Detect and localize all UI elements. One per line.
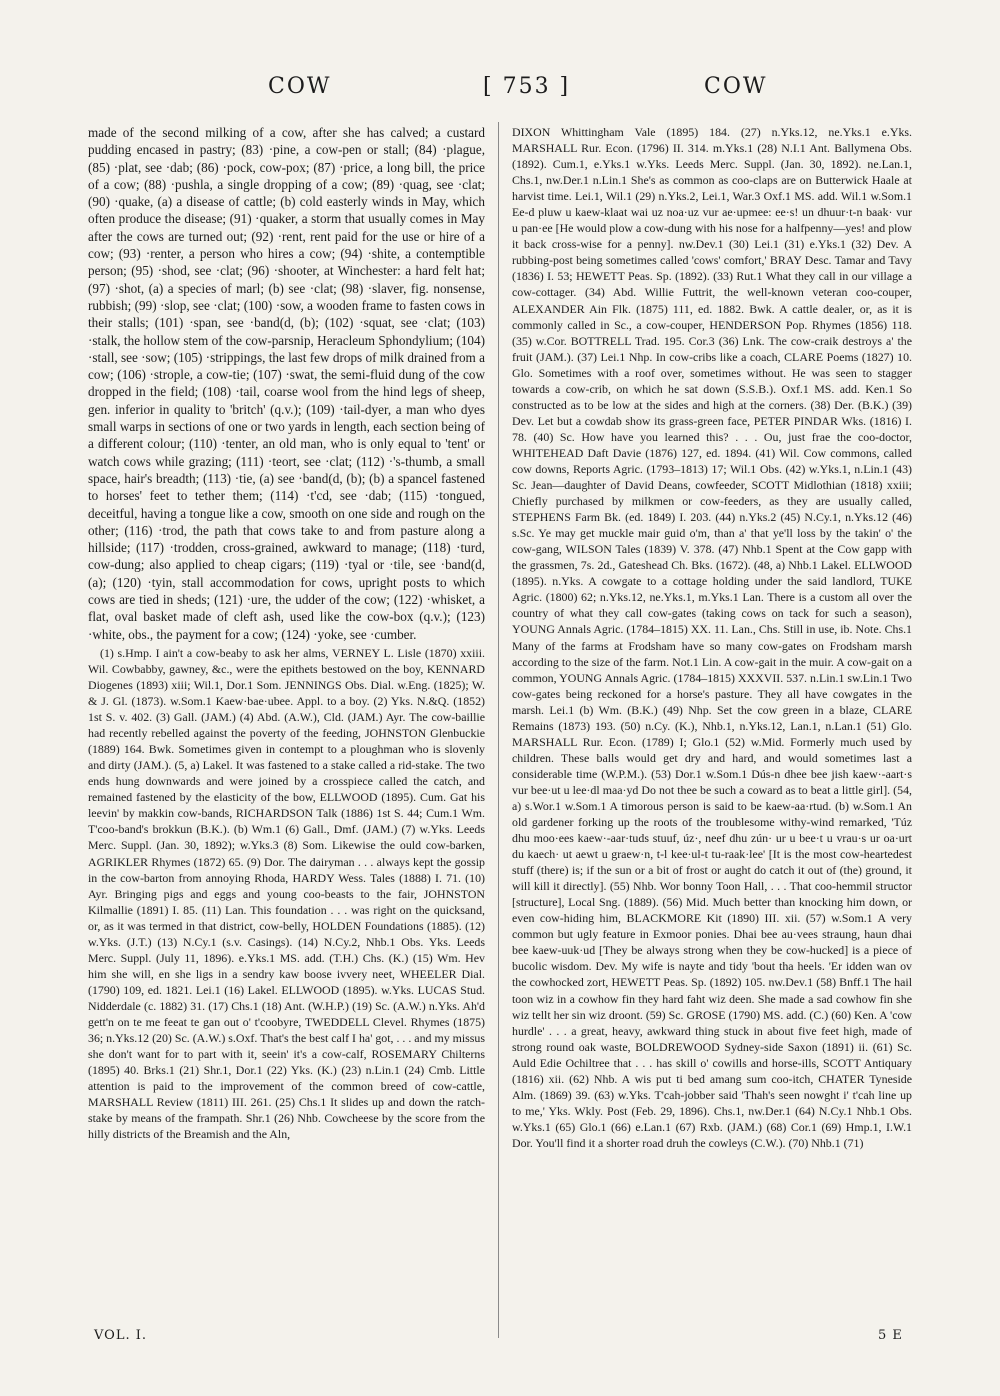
running-headword-left: COW — [268, 74, 332, 99]
left-column — [88, 124, 485, 1330]
right-column — [512, 124, 912, 1330]
citations-paragraph: (1) s.Hmp. I ain't a cow-beaby to ask her alms, VERNEY L. Lisle (1870) xxiii. Wil. Cowbabby, gawney, &c., were the epithets bestowed on the boy, KENNARD Diogenes (1893) xiii; Wil.1, Dor.1 Som. JENNINGS Obs. Dial. w.Eng. (1825); W. & J. Gl. (1873). w.Som.1 Kaew·bae·ubee. Appl. to a boy. (2) Yks. N.&Q. (1852) 1st S. v. 402. (3) Gall. (JAM.) (4) Abd. (A.W.), Cld. (JAM.) Ayr. The cow-baillie had recently rebelled against the poverty of the feeding, JOHNSTON Glenbuckie (1889) 164. Bwk. Sometimes given in contempt to a ploughman who is slovenly and dirty (JAM.). (5, a) Lakel. It was fastened to a stake called a rid-stake. The two ends hung downwards and were joined by a crosspiece called the catch, and remained fastened by the elasticity of the bow, ELLWOOD (1895). Cum. Gat his leevin' by makkin cow-bands, RICHARDSON Talk (1886) 1st S. 44; Cum.1 Wm. T'coo-band's brokkun (B.K.). (b) Wm.1 (6) Gall., Dmf. (JAM.) (7) w.Yks. Leeds Merc. Suppl. (Jan. 30, 1892); w.Yks.3 (8) Som. Likewise the ould cow-barken, AGRIKLER Rhymes (1872) 65. (9) Dor. The dairyman . . . always kept the gossip in the cow-barton from annoying Rhoda, HARDY Wess. Tales (1888) I. 71. (10) Ayr. Bringing pigs and eggs and young coo-beasts to the fair, JOHNSTON Kilmallie (1891) I. 85. (11) Lan. This foundation . . . was right on the quicksand, or, as it was termed in that district, cow-belly, HOLDEN Foundations (1885). (12) w.Yks. (J.T.) (13) N.Cy.1 (s.v. Casings). (14) N.Cy.2, Nhb.1 Obs. Yks. Leeds Merc. Suppl. (July 11, 1896). e.Yks.1 MS. add. (T.H.) Chs. (K.) (15) Wm. Hev him she will, en she ligs in a sendry kaw boose ivvery neet, WHEELER Dial. (1790) 109, ed. 1821. Lei.1 (16) Lakel. ELLWOOD (1895). w.Yks. LUCAS Stud. Nidderdale (c. 1882) 31. (17) Chs.1 (18) Ant. (W.H.P.) (19) Sc. (A.W.) n.Yks. Ah'd gett'n on te me feeat te gan out o' t'coobyre, TWEDDELL Clevel. Rhymes (1875) 36; n.Yks.12 (20) Sc. (A.W.) s.Oxf. That's the best calf I ha' got, . . . and my missus she don't want for to part with it, seein' it's a cow-calf, ROSEMARY Chilterns (1895) 40. Brks.1 (21) Shr.1, Dor.1 (22) Yks. (K.) (23) n.Lin.1 (24) Cmb. Little attention is paid to the improvement of the common breed of cow-cattle, MARSHALL Review (1811) III. 261. (25) Chs.1 It slides up and down the ratch-stake by means of the frampath. Shr.1 (26) Nhb. Cowcheese by the score from the hilly districts of the Breamish and the Aln, — [88, 645, 485, 1142]
signature-mark: 5 E — [878, 1328, 903, 1343]
citations-continued: DIXON Whittingham Vale (1895) 184. (27) n.Yks.12, ne.Yks.1 e.Yks. MARSHALL Rur. Econ. (1796) II. 314. m.Yks.1 (28) N.I.1 Ant. Ballymena Obs. (1892). Cum.1, e.Yks.1 w.Yks. Leeds Merc. Suppl. (Jan. 30, 1892). ne.Lan.1, Chs.1, nw.Der.1 n.Lin.1 She's as common as coo-claps are on Butterwick Haale at harvist time. Lei.1, Wil.1 (29) n.Yks.2, Lei.1, War.3 Oxf.1 MS. add. Wil.1 w.Som.1 Ee-d pluw u kaew-klaat wai uz noa·uz vur ae·upmee: ee·s! un dhuur·t-n baak· vur u pan·ee [He would plow a cow-dung with his nose for a halfpenny—yes! and plow it back cross-wise for a penny]. nw.Dev.1 (30) Lei.1 (31) e.Yks.1 (32) Dev. A rubbing-post being sometimes called 'cows' comfort,' BRAY Desc. Tamar and Tavy (1836) I. 53; HEWETT Peas. Sp. (1892). (33) Rut.1 What they call in our village a cow-cottager. (34) Abd. Willie Futtrit, the well-known veteran coo-couper, ALEXANDER Ain Flk. (1875) 111, ed. 1882. Bwk. A cattle dealer, or, as it is commonly called in Sc., a cow-couper, HENDERSON Pop. Rhymes (1856) 118. (35) w.Cor. BOTTRELL Trad. 195. Cor.3 (36) Lnk. The cow-craik destroys a' the fruit (JAM.). (37) Lei.1 Nhp. In cow-cribs like a coach, CLARE Poems (1827) 10. Glo. Sometimes with a roof over, sometimes without. He was seen to stagger towards a cow-crib, on which he sat down (S.S.B.). Oxf.1 MS. add. Ken.1 So constructed as to be low at the sides and high at the corners. (38) Der. (B.K.) (39) Dev. Let but a cowdab show its grass-green face, PETER PINDAR Wks. (1816) I. 78. (40) Sc. How have you learned this? . . . Ou, just frae the coo-doctor, WHITEHEAD Daft Davie (1876) 127, ed. 1894. (41) Wil. Cow commons, called cow downs, Reports Agric. (1793–1813) 17; Wil.1 Obs. (42) w.Yks.1, n.Lin.1 (43) Sc. Jean—daughter of David Deans, cowfeeder, SCOTT Midlothian (1818) xxiii; Chiefly purchased by milkmen or cow-feeders, as they are usually called, STEPHENS Farm Bk. (ed. 1849) I. 203. (44) n.Yks.2 (45) N.Cy.1, n.Yks.12 (46) s.Sc. Ye may get muckle mair guid o'm, than a' that ye'll loss by the takin' o' the cow-gang, WILSON Tales (1839) V. 378. (47) Nhb.1 Spent at the Cow gapp with the grassmen, 7s. 2d., Gateshead Ch. Bks. (1672). (48, a) Nhb.1 Lakel. ELLWOOD (1895). n.Yks. A cowgate to a cottage holding under the said landlord, TUKE Agric. (1800) 62; n.Yks.12, ne.Yks.1, m.Yks.1 Lan. There is a custom all over the country of what they call cow-gates (taking cows on tack for such a season), YOUNG Annals Agric. (1784–1815) XX. 11. Lan., Chs. Still in use, ib. Note. Chs.1 Many of the farms at Frodsham have so many cow-gates on Frodsham marsh according to the size of the farm. Not.1 Lin. A cow-gait in the muir. A cow-gait on a common, YOUNG Annals Agric. (1784–1815) XXXVII. 537. n.Lin.1 sw.Lin.1 Two cow-gates being reckoned for a horse's pasture. They all have cowgates in the marsh. Lei.1 (b) Wm. (B.K.) (49) Nhp. Set the cow green in a blaze, CLARE Remains (1873) 193. (50) n.Cy. (K.), Nhb.1, n.Yks.12, Lan.1, n.Lan.1 (51) Glo. MARSHALL Rur. Econ. (1789) I; Glo.1 (52) w.Mid. Formerly much used by children. These balls would get dry and hard, and would sometimes last a considerable time (W.P.M.). (53) Dor.1 w.Som.1 Dús-n dhee bee jish kaew·-aart·s vur bee·ut u lee·dl maa·yd Do not thee be such a coward as to beat a little girl]. (54, a) s.Wor.1 w.Som.1 A timorous person is said to be kaew-aa·rtud. (b) w.Som.1 An old gardener forking up the roots of the troublesome withy-wind remarked, 'Túz dhu moo·ees kaew·-aar·tuds stuuf, úz·, neef dhu zún· ur u bee·t u vrau·s ur oa·urt du kaech· ut aewt u graew·n, t-l kee·ul-t tu-raak·lee' [It is the most cow-heartedest stuff (there) is; if the sun or a bit of frost or aught do catch it out of (the) ground, it will kill it directly]. (55) Nhb. Wor bonny Toon Hall, . . . That coo-hemmil structor [structure], Local Sng. (1889). (56) Mid. Much better than knocking him down, or even cow-hiding him, BLACKMORE Kit (1890) III. xii. (57) w.Som.1 A very common but ugly feature in Exmoor ponies. Dhai bee au·vees straung, haun dhai bee kaew-uuk·ud [They be always strong when they be cow-hucked] is a piece of bucolic wisdom. Dev. My wife is nayte and tidy 'bout tha heels. 'Er idden wan ov the cowhocked zort, HEWETT Peas. Sp. (1892) 105. nw.Dev.1 (58) Bnff.1 The hail toon wiz in a cowhow fin they hard faht wiz deen. She made a sad cowhow fin she wiz tellt her sin wiz droont. (59) Sc. GROSE (1790) MS. add. (C.) (60) Ken. A 'cow hurdle' . . . a great, heavy, awkward thing stuck in about five feet high, made of strong round oak waste, BOLDREWOOD Sydney-side Saxon (1891) ii. (61) Sc. Auld Edie Ochiltree that . . . has skill o' cowills and horse-ills, SCOTT Antiquary (1816) xii. (62) Nhb. A wis put ti bed amang sum coo-itch, CHATER Tyneside Alm. (1869) 39. (63) w.Yks. T'cah-jobber said 'Thah's seen nowght i' t'cah line up to me,' Yks. Wkly. Post (Feb. 29, 1896). Chs.1, nw.Der.1 (64) N.Cy.1 Nhb.1 Obs. w.Yks.1 (65) Glo.1 (66) e.Lan.1 (67) Rxb. (JAM.) (68) Cor.1 (69) Hmp.1, I.W.1 Dor. You'll find it a shorter road druh the cowleys (C.W.). (70) Nhb.1 (71) — [512, 125, 912, 1150]
page-number: [ 753 ] — [483, 74, 571, 99]
definitions-paragraph: made of the second milking of a cow, after she has calved; a custard pudding encased in pastry; (83) ·pine, a cow-pen or stall; (84) ·plague, (85) ·plat, see ·dab; (86) ·pock, cow-pox; (87) ·price, a long bill, the price of a cow; (88) ·pushla, a single dropping of a cow; (89) ·quag, see ·clat; (90) ·quake, (a) a disease of cattle; (b) cold easterly winds in May, which often produce the disease; (91) ·quaker, a storm that usually comes in May after the cows are turned out; (92) ·rent, rent paid for the use or hire of a cow; (93) ·renter, a person who hires a cow; (94) ·shite, a contemptible person; (95) ·shod, see ·clat; (96) ·shooter, at Winchester: a hard felt hat; (97) ·shot, (a) a species of marl; (b) see ·clat; (98) ·slaver, fig. nonsense, rubbish; (99) ·slop, see ·clat; (100) ·sow, a wooden frame to fasten cows in their stalls; (101) ·span, see ·band(d, (b); (102) ·squat, see ·clat; (103) ·stalk, the hollow stem of the cow-parsnip, Heracleum Sphondylium; (104) ·stall, see ·sow; (105) ·strippings, the last few drops of milk drained from a cow; (106) ·strople, a cow-tie; (107) ·swat, the semi-fluid dung of the cow dropped in the field; (108) ·tail, coarse wool from the hind legs of sheep, gen. inferior in quality to 'britch' (q.v.); (109) ·tail-dyer, a man who dyes small warps in sections of one or two yards in length, each section being of a different colour; (110) ·tenter, an old man, who is only equal to 'tent' or watch cows while grazing; (111) ·teort, see ·clat; (112) ·'s-thumb, a small space, hair's breadth; (113) ·tie, (a) see ·band(d, (b); (b) a spancel fastened to horses' feet to tether them; (114) ·t'cd, see ·dab; (115) ·tongued, deceitful, having a tongue like a cow, smooth on one side and rough on the other; (116) ·trod, the path that cows take to and from pasture along a hillside; (117) ·trodden, cross-grained, awkward to manage; (118) ·turd, cow-dung; also applied to cheap cigars; (119) ·tyal or ·tile, see ·band(d, (a); (120) ·tyin, stall accommodation for cows, upright posts to which cows are tied in sheds; (121) ·ure, the udder of the cow; (122) ·whisket, a flat, oval basket made of cleft ash, used like the cow-box (q.v.); (123) ·white, obs., the payment for a cow; (124) ·yoke, see ·cumber. — [88, 125, 485, 642]
column-divider — [498, 122, 499, 1338]
volume-label: VOL. I. — [94, 1328, 147, 1343]
running-headword-right: COW — [704, 74, 768, 99]
